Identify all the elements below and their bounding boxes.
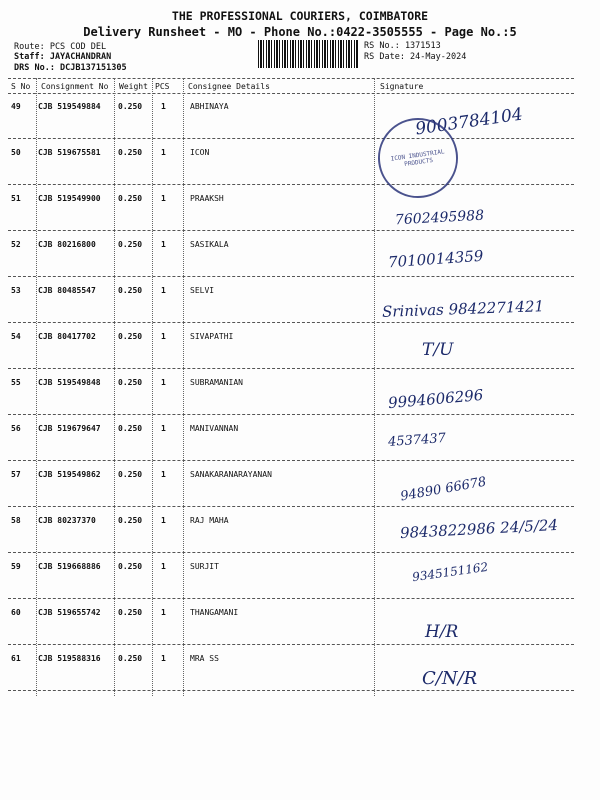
row-consignee: ICON (190, 148, 210, 157)
row-consignee: SANAKARANARAYANAN (190, 470, 272, 479)
row-pcs: 1 (161, 378, 166, 387)
row-divider (8, 598, 574, 599)
col-signature-header: Signature (380, 82, 424, 91)
row-weight: 0.250 (118, 654, 143, 663)
route: Route: PCS COD DEL (14, 42, 107, 52)
handwritten-signature: 4537437 (387, 430, 447, 451)
col-pcs-header: PCS (155, 82, 170, 91)
row-weight: 0.250 (118, 194, 143, 203)
row-divider (8, 230, 574, 231)
row-consignment-no: CJB 519679647 (38, 424, 101, 433)
handwritten-signature: C/N/R (422, 668, 478, 689)
row-pcs: 1 (161, 148, 166, 157)
handwritten-signature: Srinivas 9842271421 (381, 297, 545, 321)
handwritten-signature: 9345151162 (411, 559, 489, 585)
row-consignment-no: CJB 519549900 (38, 194, 101, 203)
handwritten-signature: 9994606296 (387, 385, 485, 413)
row-consignment-no: CJB 519549884 (38, 102, 101, 111)
row-sno: 58 (11, 516, 21, 525)
row-pcs: 1 (161, 102, 166, 111)
company-name: THE PROFESSIONAL COURIERS, COIMBATORE (171, 9, 429, 23)
row-consignee: MANIVANNAN (190, 424, 239, 433)
row-pcs: 1 (161, 470, 166, 479)
row-consignment-no: CJB 80237370 (38, 516, 96, 525)
row-weight: 0.250 (118, 470, 143, 479)
col-sno-header: S No (11, 82, 31, 91)
row-sno: 56 (11, 424, 21, 433)
handwritten-signature: 9843822986 24/5/24 (399, 515, 559, 543)
row-sno: 60 (11, 608, 21, 617)
row-pcs: 1 (161, 286, 166, 295)
row-consignment-no: CJB 80216800 (38, 240, 96, 249)
row-consignment-no: CJB 519668886 (38, 562, 101, 571)
row-weight: 0.250 (118, 102, 143, 111)
row-consignee: RAJ MAHA (190, 516, 229, 525)
row-consignment-no: CJB 519549848 (38, 378, 101, 387)
header-top-rule (8, 78, 574, 79)
row-sno: 61 (11, 654, 21, 663)
row-consignee: SURJIT (190, 562, 219, 571)
barcode-icon (258, 40, 358, 68)
row-divider (8, 552, 574, 553)
row-consignee: PRAAKSH (190, 194, 224, 203)
row-divider (8, 414, 574, 415)
row-consignment-no: CJB 519655742 (38, 608, 101, 617)
row-divider (8, 276, 574, 277)
row-consignee: MRA SS (190, 654, 219, 663)
row-pcs: 1 (161, 562, 166, 571)
row-consignee: SELVI (190, 286, 215, 295)
row-weight: 0.250 (118, 562, 143, 571)
handwritten-signature: 7010014359 (387, 246, 484, 272)
row-pcs: 1 (161, 516, 166, 525)
row-divider (8, 644, 574, 645)
row-consignment-no: CJB 519549862 (38, 470, 101, 479)
row-weight: 0.250 (118, 240, 143, 249)
row-pcs: 1 (161, 654, 166, 663)
column-divider (152, 78, 153, 696)
row-divider (8, 506, 574, 507)
col-consignee-header: Consignee Details (188, 82, 270, 91)
column-divider (374, 78, 375, 696)
row-weight: 0.250 (118, 378, 143, 387)
runsheet-title: Delivery Runsheet - MO - Phone No.:0422-3505555 - Page No.:5 (83, 25, 517, 39)
staff: Staff: JAYACHANDRAN (14, 52, 112, 62)
row-consignee: SUBRAMANIAN (190, 378, 243, 387)
rs-date: RS Date: 24-May-2024 (364, 52, 467, 62)
row-pcs: 1 (161, 424, 166, 433)
handwritten-signature: H/R (425, 622, 459, 642)
drs-number: DRS No.: DCJB137151305 (14, 63, 127, 73)
handwritten-signature: 9003784104 (414, 104, 525, 140)
row-pcs: 1 (161, 608, 166, 617)
handwritten-signature: 94890 66678 (399, 474, 488, 505)
row-pcs: 1 (161, 332, 166, 341)
row-weight: 0.250 (118, 148, 143, 157)
row-weight: 0.250 (118, 516, 143, 525)
row-sno: 52 (11, 240, 21, 249)
row-sno: 53 (11, 286, 21, 295)
row-divider (8, 460, 574, 461)
row-consignee: SIVAPATHI (190, 332, 234, 341)
row-weight: 0.250 (118, 286, 143, 295)
row-weight: 0.250 (118, 424, 143, 433)
row-divider (8, 368, 574, 369)
row-divider (8, 138, 574, 139)
row-consignee: ABHINAYA (190, 102, 229, 111)
row-divider (8, 184, 574, 185)
row-consignment-no: CJB 519588316 (38, 654, 101, 663)
row-pcs: 1 (161, 240, 166, 249)
col-weight-header: Weight (119, 82, 148, 91)
row-weight: 0.250 (118, 332, 143, 341)
column-divider (183, 78, 184, 696)
row-divider (8, 690, 574, 691)
row-sno: 55 (11, 378, 21, 387)
column-divider (114, 78, 115, 696)
row-consignment-no: CJB 80485547 (38, 286, 96, 295)
row-consignee: THANGAMANI (190, 608, 239, 617)
row-sno: 57 (11, 470, 21, 479)
rs-number: RS No.: 1371513 (364, 41, 441, 51)
row-consignment-no: CJB 519675581 (38, 148, 101, 157)
row-sno: 49 (11, 102, 21, 111)
header-bottom-rule (8, 93, 574, 94)
row-sno: 51 (11, 194, 21, 203)
row-sno: 54 (11, 332, 21, 341)
row-consignee: SASIKALA (190, 240, 229, 249)
row-pcs: 1 (161, 194, 166, 203)
row-divider (8, 322, 574, 323)
row-consignment-no: CJB 80417702 (38, 332, 96, 341)
row-weight: 0.250 (118, 608, 143, 617)
column-divider (36, 78, 37, 696)
handwritten-signature: 7602495988 (394, 207, 485, 229)
col-consignment-header: Consignment No (41, 82, 109, 91)
row-sno: 59 (11, 562, 21, 571)
handwritten-signature: T/U (422, 340, 454, 360)
row-sno: 50 (11, 148, 21, 157)
company-stamp: ICON INDUSTRIAL PRODUCTS (373, 113, 463, 203)
